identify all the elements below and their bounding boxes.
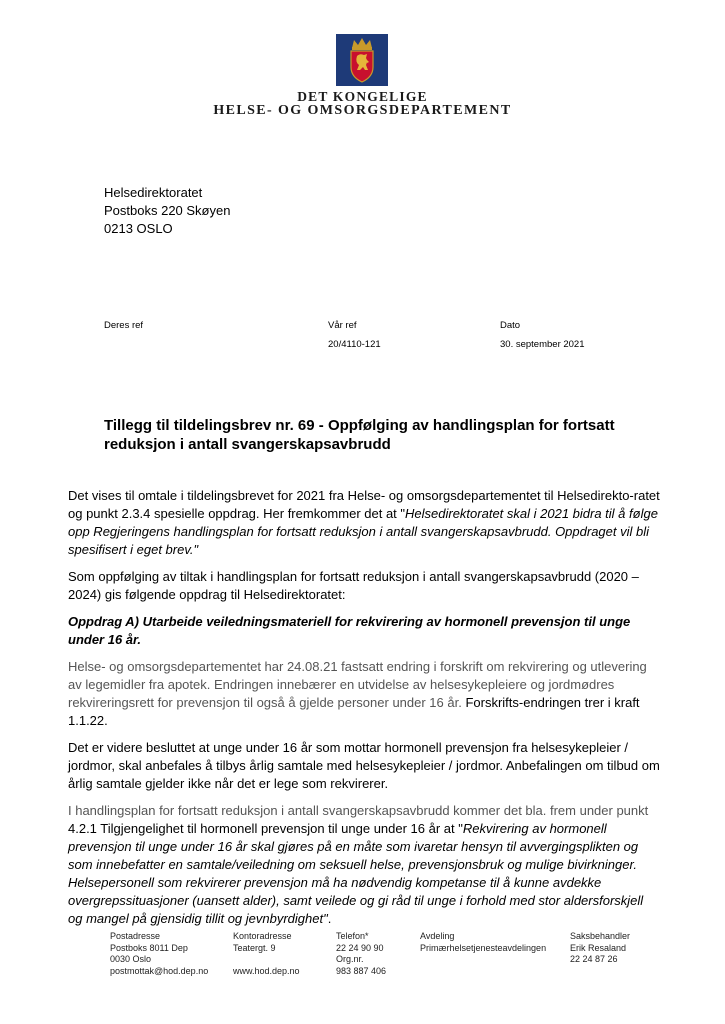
footer-orgnr-value: 983 887 406	[336, 965, 387, 976]
paragraph-4: Det er videre besluttet at unge under 16 år som mottar hormonell prevensjon fra helsesykepleier / jordmor, skal anbefales å tilbys årlig samtale med helsesykepleier / jordmor. Anbefalingen om tilbud om årlig samtale gjelder ikke når det er lege som rekvirerer.	[68, 740, 660, 791]
var-ref-label: Vår ref	[328, 320, 357, 331]
footer-postadresse-line1: Postboks 8011 Dep	[110, 942, 188, 953]
footer-saksbehandler	[570, 931, 630, 966]
department-name-line1: DET KONGELIGE	[297, 89, 428, 104]
document-title: Tillegg til tildelingsbrev nr. 69 - Oppfølging av handlingsplan for fortsatt reduksjon i antall svangerskapsavbrudd	[104, 417, 615, 453]
recipient-city: 0213 OSLO	[104, 221, 173, 236]
footer-saksbehandler-phone: 22 24 87 26	[570, 954, 618, 964]
paragraph-1	[68, 487, 660, 559]
footer-saksbehandler-label: Saksbehandler	[570, 931, 631, 941]
coat-of-arms-icon	[336, 34, 388, 86]
footer-avdeling-label: Avdeling	[420, 931, 455, 941]
footer-saksbehandler-name: Erik Resaland	[570, 942, 627, 953]
paragraph-5-point: 4.2.1 Tilgjengelighet til hormonell prevensjon til unge under 16 år at "	[68, 821, 463, 836]
paragraph-5-quote: Rekvirering av hormonell prevensjon til unge under 16 år skal gjøres på en måte som ivaretar hensyn til avvergingsplikten og som innebefatter en samtale/veiledning om seksuell helse, prevensjonsbruk og mulige bivirkninger. Helsepersonell som rekvirerer prevensjon må ha nødvendig kompetanse til å kunne avdekke overgrepssituasjoner (uansett alder), samt veilede og gi råd til unge i forhold med stor aldersforskjell og mangel på gjensidig tillit og jevnbyrdighet"	[68, 821, 644, 926]
footer-kontoradresse	[233, 931, 300, 977]
footer-postadresse-email[interactable]: postmottak@hod.dep.no	[110, 965, 209, 976]
dato	[500, 320, 585, 351]
footer-avdeling-value: Primærhelsetjenesteavdelingen	[420, 942, 547, 953]
paragraph-5-end: .	[327, 911, 332, 926]
dato-value: 30. september 2021	[500, 339, 585, 350]
recipient-address	[104, 184, 230, 238]
paragraph-1-quote: Helsedirektoratet skal i 2021 bidra til å følge opp Regjeringens handlingsplan for fortsatt reduksjon i antall svangerskapsavbrudd. Oppdraget vil bli spesifisert i eget brev."	[68, 506, 658, 557]
paragraph-3	[68, 658, 660, 730]
footer-orgnr-label: Org.nr.	[336, 954, 364, 964]
paragraph-5	[68, 802, 660, 928]
dato-label: Dato	[500, 320, 521, 331]
var-ref	[328, 320, 381, 351]
paragraph-3-effective-date: Forskrifts-endringen trer i kraft 1.1.22.	[68, 695, 640, 728]
footer-avdeling	[420, 931, 546, 954]
var-ref-value: 20/4110-121	[328, 339, 381, 350]
paragraph-1-text: Det vises til omtale i tildelingsbrevet for 2021 fra Helse- og omsorgsdepartementet til Helsedirekto-ratet og punkt 2.3.4 spesielle oppdrag. Her fremkommer det at "	[68, 488, 660, 521]
department-name-line2: HELSE- OG OMSORGSDEPARTEMENT	[213, 103, 512, 118]
deres-ref	[104, 320, 143, 339]
paragraph-2: Som oppfølging av tiltak i handlingsplan for fortsatt reduksjon i antall svangerskapsavbrudd (2020 – 2024) gis følgende oppdrag til Helsedirektoratet:	[68, 569, 639, 602]
footer-kontoradresse-line2	[233, 954, 300, 966]
footer-telefon-number: 22 24 90 90	[336, 942, 384, 953]
footer-postadresse-line2: 0030 Oslo	[110, 954, 152, 964]
footer-kontoradresse-line1: Teatergt. 9	[233, 942, 276, 953]
deres-ref-label: Deres ref	[104, 320, 144, 331]
footer-telefon-label: Telefon*	[336, 931, 369, 941]
footer-postadresse-label: Postadresse	[110, 931, 161, 941]
paragraph-3-text: Helse- og omsorgsdepartementet har 24.08.21 fastsatt endring i forskrift om rekvirering og utlevering av legemidler fra apotek. Endringen innebærer en utvidelse av helsesykepleiere og jordmødres rekvireringsrett for prevensjon til også å gjelde personer under 16 år.	[68, 659, 647, 710]
letter-body	[68, 487, 660, 937]
footer-telefon	[336, 931, 386, 977]
paragraph-5-intro: I handlingsplan for fortsatt reduksjon i antall svangerskapsavbrudd kommer det bla. frem under punkt	[68, 803, 649, 818]
footer-kontoradresse-label: Kontoradresse	[233, 931, 292, 941]
recipient-name: Helsedirektoratet	[104, 185, 203, 200]
assignment-heading: Oppdrag A) Utarbeide veiledningsmateriell for rekvirering av hormonell prevensjon til unge under 16 år.	[68, 614, 631, 647]
footer-website-link[interactable]: www.hod.dep.no	[233, 965, 300, 976]
footer-postadresse	[110, 931, 208, 977]
recipient-postbox: Postboks 220 Skøyen	[104, 203, 231, 218]
